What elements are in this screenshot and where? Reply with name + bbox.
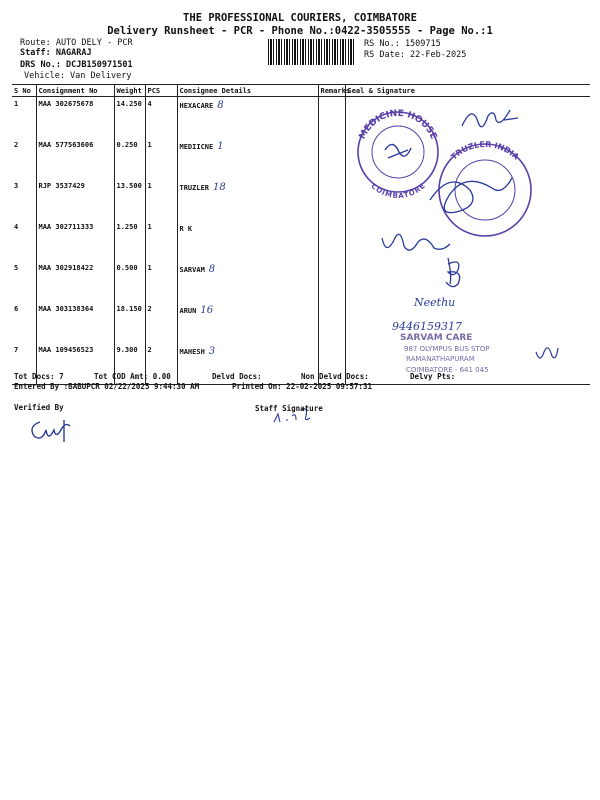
- delivery-points: Delvy Pts:: [410, 372, 456, 381]
- stamp3-line3: RAMANATHAPURAM: [406, 355, 475, 363]
- row-weight: 9.300: [114, 343, 145, 385]
- row-weight: 0.500: [114, 261, 145, 302]
- row-consignment-no: MAA 302918422: [36, 261, 114, 302]
- row-pcs: 4: [145, 97, 177, 139]
- medicine-house-stamp: [358, 109, 439, 200]
- signature-verified: [32, 420, 70, 442]
- col-pcs: PCS: [145, 85, 177, 97]
- signature-row5: [446, 258, 460, 287]
- row-weight: 1.250: [114, 220, 145, 261]
- total-cod: Tot COD Amt: 0.00: [94, 372, 171, 381]
- row-pcs: 2: [145, 343, 177, 385]
- row-pcs: 1: [145, 261, 177, 302]
- stamp2-text: TRUZLER INDIA: [449, 139, 521, 162]
- truzler-india-stamp: [439, 140, 531, 236]
- handwritten-name-row6: Neethu: [414, 296, 456, 309]
- consignee-name: MEDIICNE: [179, 143, 214, 151]
- total-docs: Tot Docs: 7: [14, 372, 64, 381]
- handwritten-note: 16: [200, 305, 214, 316]
- row-pcs: 1: [145, 220, 177, 261]
- verified-by-label: Verified By: [14, 403, 64, 412]
- row-pcs: 1: [145, 179, 177, 220]
- consignee-name: ARUN: [179, 307, 197, 315]
- printed-on: Printed On: 22-02-2025 09:57:31: [232, 382, 372, 391]
- row-weight: 18.150: [114, 302, 145, 343]
- row-sno: 3: [14, 182, 19, 190]
- handwritten-note: 1: [217, 141, 224, 152]
- entered-by: Entered By :BABUPCR 02/22/2025 9:44:30 AM: [14, 382, 200, 391]
- company-title: THE PROFESSIONAL COURIERS, COIMBATORE: [183, 12, 417, 24]
- handwritten-note: 8: [208, 264, 216, 275]
- row-sno: 5: [14, 264, 19, 272]
- row-consignment-no: MAA 303138364: [36, 302, 114, 343]
- vehicle-label: Vehicle: Van Delivery: [24, 71, 132, 81]
- col-seal-signature: Seal & Signature: [345, 85, 590, 97]
- row-consignment-no: MAA 577563606: [36, 138, 114, 179]
- staff-signature-label: Staff Signature: [255, 404, 323, 413]
- drs-number: DRS No.: DCJB150971501: [20, 60, 133, 70]
- row-sno: 7: [12, 343, 36, 385]
- handwritten-note: 8: [217, 100, 224, 111]
- stamp3-line2: 987 OLYMPUS BUS STOP: [404, 345, 490, 353]
- consignee-name: TRUZLER: [179, 184, 210, 192]
- stamp1-city: COIMBATORE: [369, 182, 427, 201]
- stamp3-line4: COIMBATORE - 641 045: [406, 366, 489, 374]
- row-consignment-no: MAA 302675678: [36, 97, 114, 139]
- row-pcs: 1: [145, 138, 177, 179]
- handwritten-note: 18: [213, 182, 226, 193]
- consignee-name: MAHESH: [179, 348, 205, 356]
- rs-date: RS Date: 22-Feb-2025: [364, 50, 467, 60]
- handwritten-note: 3: [208, 346, 216, 357]
- signature-row1: [462, 110, 518, 127]
- svg-text:TRUZLER INDIA: [449, 140, 521, 162]
- row-consignment-no: MAA 109456523: [36, 343, 114, 385]
- consignee-name: R K: [179, 225, 193, 233]
- runsheet-subtitle: Delivery Runsheet - PCR - Phone No.:0422-3505555 - Page No.:1: [107, 25, 493, 37]
- delivered-docs: Delvd Docs:: [212, 372, 262, 381]
- staff-label: Staff: NAGARAJ: [20, 48, 92, 58]
- col-consignee: Consignee Details: [177, 85, 318, 97]
- consignee-name: SARVAM: [179, 266, 205, 274]
- signature-row4: [382, 234, 450, 250]
- row-consignment-no: MAA 302711333: [36, 220, 114, 261]
- col-weight: Weight: [114, 85, 145, 97]
- non-delivered-docs: Non Delvd Docs:: [301, 372, 369, 381]
- row-sno: 2: [14, 141, 19, 149]
- col-consignment: Consignment No: [36, 85, 114, 97]
- svg-text:MEDICINE HOUSE: [358, 109, 439, 141]
- row-weight: 0.250: [114, 138, 145, 179]
- col-sno: S No: [12, 85, 36, 97]
- row-pcs: 2: [145, 302, 177, 343]
- signature-row7: [536, 348, 558, 358]
- row-weight: 14.250: [114, 97, 145, 139]
- sarvam-address-stamp: [400, 333, 489, 374]
- svg-text:COIMBATORE: [369, 182, 426, 200]
- row-sno: 4: [14, 223, 19, 231]
- row-sno: 6: [14, 305, 19, 313]
- row-weight: 13.500: [114, 179, 145, 220]
- rs-number: RS No.: 1509715: [364, 39, 441, 49]
- row-sno: 1: [14, 100, 19, 108]
- route-label: Route: AUTO DELY - PCR: [20, 38, 133, 48]
- consignee-name: HEXACARE: [179, 102, 214, 110]
- col-remarks: Remarks: [318, 85, 345, 97]
- stamp3-line1: SARVAM CARE: [400, 333, 473, 343]
- row-consignment-no: RJP 3537429: [36, 179, 114, 220]
- handwritten-phone-row6: 9446159317: [392, 320, 462, 333]
- stamp1-text: MEDICINE HOUSE: [357, 108, 439, 142]
